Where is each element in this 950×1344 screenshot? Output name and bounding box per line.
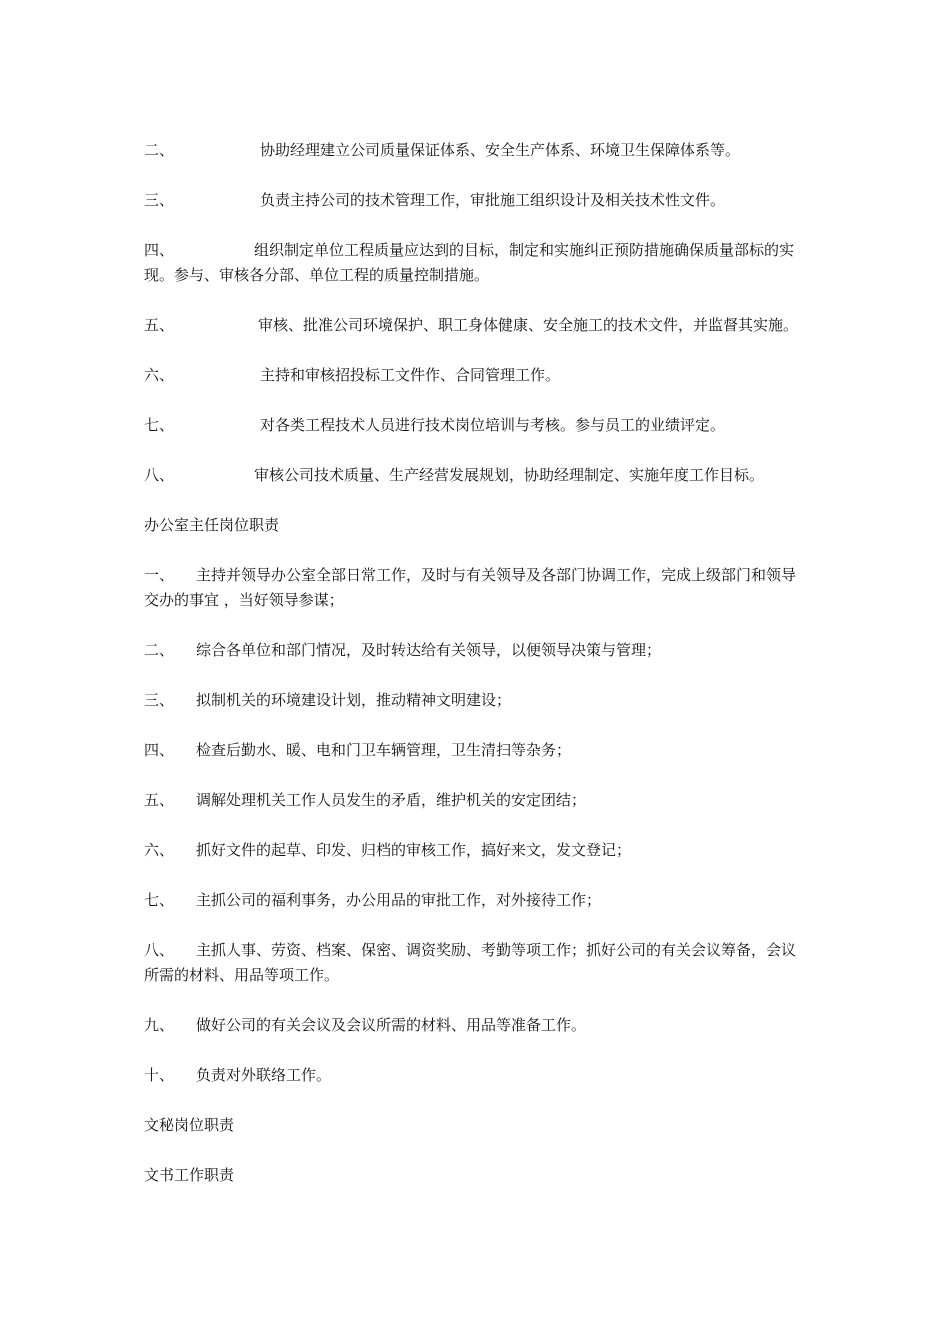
item-number: 二、 (144, 141, 175, 159)
list-item (144, 563, 808, 613)
item-text: 调解处理机关工作人员发生的矛盾，维护机关的安定团结； (196, 791, 587, 809)
item-number: 五、 (144, 316, 175, 334)
item-number: 七、 (144, 416, 175, 434)
list-item (144, 788, 808, 813)
item-number: 三、 (144, 691, 175, 709)
document-page (144, 138, 808, 1213)
list-item (144, 313, 808, 338)
list-item (144, 188, 808, 213)
item-number: 六、 (144, 366, 175, 384)
list-item (144, 363, 808, 388)
item-text: 主持和审核招投标工文件作、合同管理工作。 (260, 366, 561, 384)
item-number: 一、 (144, 566, 175, 584)
list-item (144, 688, 808, 713)
item-text: 组织制定单位工程质量应达到的目标，制定和实施纠正预防措施确保质量部标的实现。参与、审核各分部、单位工程的质量控制措施。 (144, 241, 795, 284)
item-text: 负责对外联络工作。 (196, 1066, 332, 1084)
list-item (144, 1013, 808, 1038)
list-item (144, 888, 808, 913)
item-number: 五、 (144, 791, 175, 809)
list-item (144, 1063, 808, 1088)
item-number: 二、 (144, 641, 175, 659)
item-number: 三、 (144, 191, 175, 209)
list-item (144, 413, 808, 438)
subsection-heading: 文书工作职责 (144, 1166, 235, 1184)
item-number: 七、 (144, 891, 175, 909)
item-text: 主抓公司的福利事务，办公用品的审批工作，对外接待工作； (196, 891, 602, 909)
item-text: 主持并领导办公室全部日常工作，及时与有关领导及各部门协调工作，完成上级部门和领导交办的事宜 ，当好领导参谋； (144, 566, 797, 609)
item-text: 检查后勤水、暖、电和门卫车辆管理，卫生清扫等杂务； (196, 741, 572, 759)
list-item (144, 238, 808, 288)
list-item (144, 838, 808, 863)
item-number: 九、 (144, 1016, 175, 1034)
item-text: 负责主持公司的技术管理工作，审批施工组织设计及相关技术性文件。 (260, 191, 726, 209)
item-text: 综合各单位和部门情况，及时转达给有关领导，以便领导决策与管理； (196, 641, 662, 659)
item-text: 主抓人事、劳资、档案、保密、调资奖励、考勤等项工作；抓好公司的有关会议筹备，会议所需的材料、用品等项工作。 (144, 941, 797, 984)
item-number: 十、 (144, 1066, 175, 1084)
list-item (144, 463, 808, 488)
item-number: 八、 (144, 941, 175, 959)
section-heading: 办公室主任岗位职责 (144, 516, 280, 534)
item-number: 八、 (144, 466, 175, 484)
list-item (144, 138, 808, 163)
item-text: 审核公司技术质量、生产经营发展规划，协助经理制定、实施年度工作目标。 (254, 466, 765, 484)
item-text: 对各类工程技术人员进行技术岗位培训与考核。参与员工的业绩评定。 (260, 416, 726, 434)
item-text: 做好公司的有关会议及会议所需的材料、用品等准备工作。 (196, 1016, 587, 1034)
item-number: 四、 (144, 241, 175, 259)
section-heading: 文秘岗位职责 (144, 1116, 235, 1134)
item-text: 抓好文件的起草、印发、归档的审核工作，搞好来文，发文登记； (196, 841, 632, 859)
list-item (144, 638, 808, 663)
list-item (144, 938, 808, 988)
item-text: 拟制机关的环境建设计划，推动精神文明建设； (196, 691, 512, 709)
list-item (144, 738, 808, 763)
item-text: 协助经理建立公司质量保证体系、安全生产体系、环境卫生保障体系等。 (260, 141, 741, 159)
item-number: 四、 (144, 741, 175, 759)
item-number: 六、 (144, 841, 175, 859)
item-text: 审核、批准公司环境保护、职工身体健康、安全施工的技术文件，并监督其实施。 (258, 316, 799, 334)
